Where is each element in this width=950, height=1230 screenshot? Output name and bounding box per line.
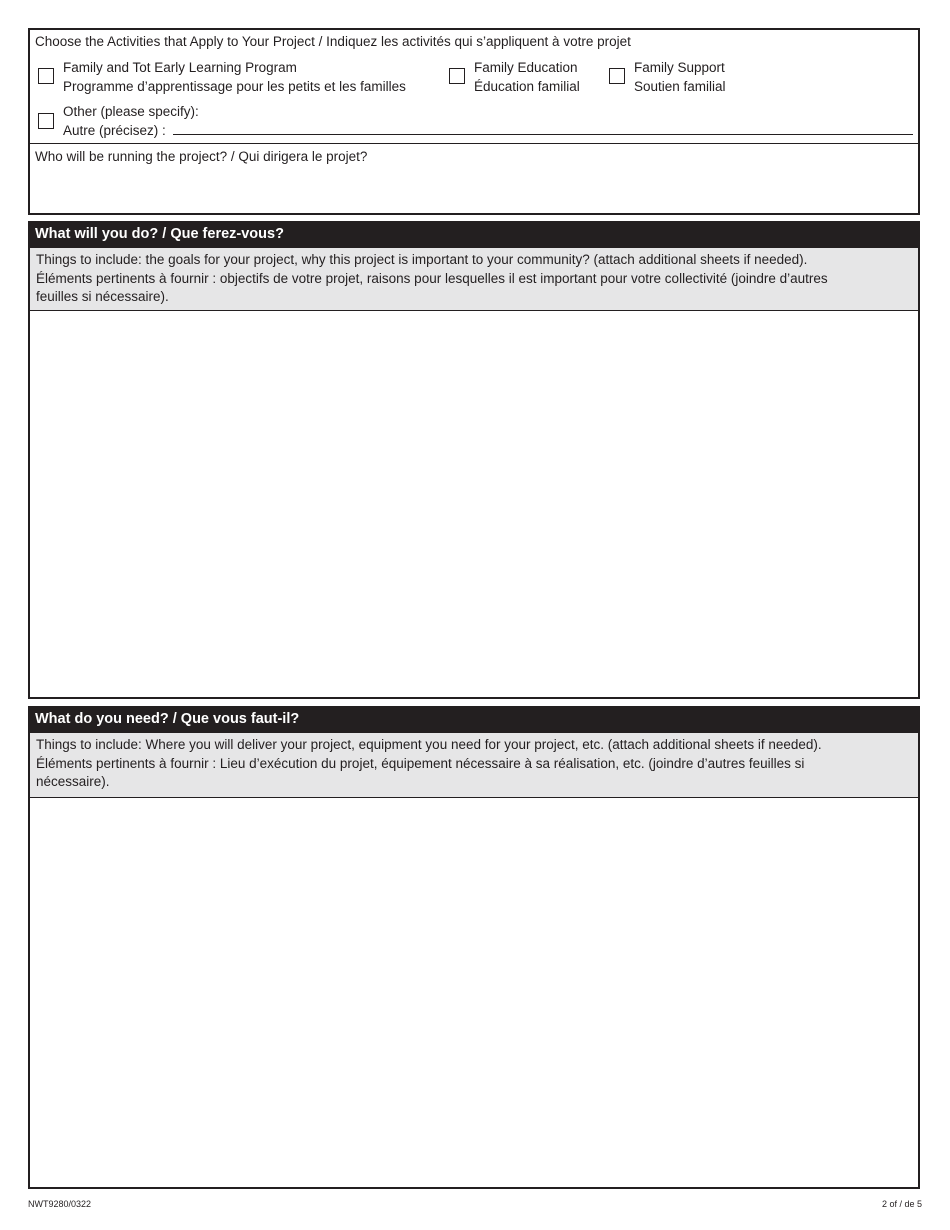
form-code: NWT9280/0322 [28,1199,92,1209]
what-do-you-need-box [28,733,920,1189]
running-answer-field[interactable] [30,170,918,213]
what-will-you-do-box [28,248,920,699]
section2-instructions: Things to include: Where you will deliver your project, equipment you need for your project, etc. (attach additional sheets if needed). Éléments pertinents à fournir : Lieu d’exécution du projet, équipement nécessaire à sa réalisation, etc. (joindre d’autres feuilles si nécessaire). [30,733,918,798]
page-number: 2 of / de 5 [881,1199,922,1209]
running-label: Who will be running the project? / Qui dirigera le projet? [35,149,368,164]
option-family-support-label: Family Support Soutien familial [634,60,726,94]
option-other-label: Other (please specify): Autre (précisez) : [63,104,199,138]
checkbox-family-support[interactable] [609,68,625,84]
checkbox-other[interactable] [38,113,54,129]
section1-instructions: Things to include: the goals for your project, why this project is important to your community? (attach additional sheets if needed). Éléments pertinents à fournir : objectifs de votre projet, raisons pour lesquelles il est important pour votre collectivité (joindre d’autres feuilles si nécessaire). [30,248,918,311]
section-header-what-do-you-need: What do you need? / Que vous faut-il? [28,706,920,733]
section1-answer-field[interactable] [30,311,918,697]
activities-heading: Choose the Activities that Apply to Your Project / Indiquez les activités qui s’appliquent à votre projet [35,34,631,49]
activities-box [28,28,920,215]
divider [30,143,918,144]
option-family-education-label: Family Education Éducation familial [474,60,580,94]
checkbox-family-tot[interactable] [38,68,54,84]
other-specify-line[interactable] [173,134,913,135]
option-family-tot-label: Family and Tot Early Learning Program Programme d’apprentissage pour les petits et les familles [63,60,406,94]
section2-answer-field[interactable] [30,798,918,1187]
checkbox-family-education[interactable] [449,68,465,84]
section-header-what-will-you-do: What will you do? / Que ferez-vous? [28,221,920,248]
